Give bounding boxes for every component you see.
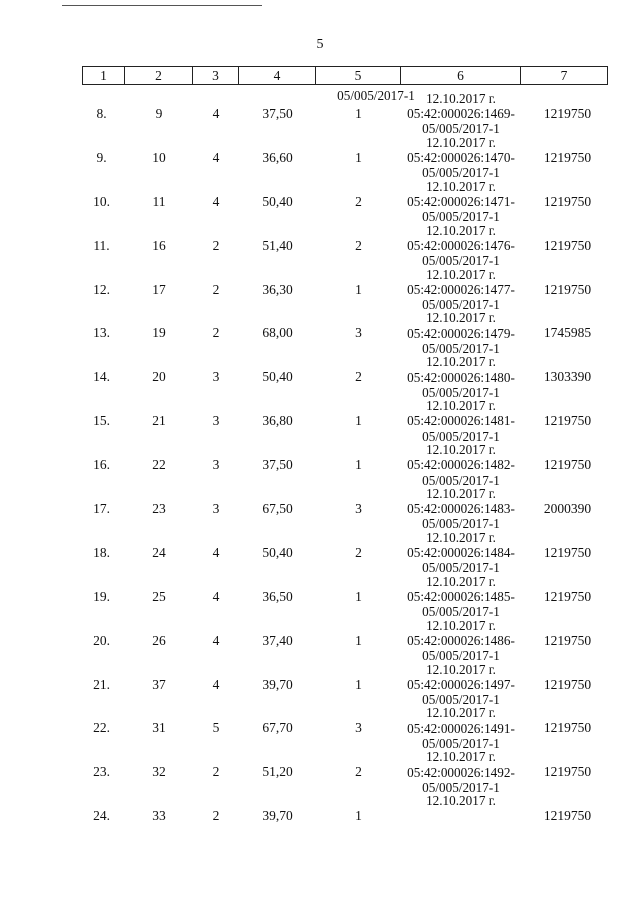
row-number: 17. — [93, 501, 110, 517]
value: 1219750 — [543, 193, 592, 209]
registration-info — [401, 568, 521, 620]
value: 1219750 — [543, 632, 592, 648]
registration-num: 05:42:000026:1492- — [407, 764, 515, 780]
registration-num: 05:42:000026:1477- — [407, 281, 515, 297]
apartment-number: 21 — [152, 413, 166, 429]
table-row — [82, 699, 608, 751]
apartment-number: 24 — [152, 544, 166, 560]
table-row — [82, 787, 608, 831]
registration-reg: 05/005/2017-1 — [422, 516, 500, 532]
table-row — [82, 436, 608, 488]
registration-reg: 05/005/2017-1 — [422, 121, 500, 137]
registration-date: 12.10.2017 г. — [426, 486, 496, 502]
registration-info — [401, 173, 521, 225]
table-row — [82, 392, 608, 444]
registration-info — [401, 217, 521, 269]
registration-num: 05:42:000026:1486- — [407, 632, 515, 648]
table-row — [82, 217, 608, 269]
table-row — [82, 656, 608, 707]
row-number: 19. — [93, 588, 110, 604]
registration-info — [401, 480, 521, 532]
floor: 3 — [212, 501, 220, 517]
registration-info — [401, 612, 521, 664]
registration-info — [401, 392, 521, 444]
rooms: 3 — [355, 501, 362, 517]
registration-date: 12.10.2017 г. — [426, 310, 496, 326]
registration-num: 05:42:000026:1471- — [407, 193, 515, 209]
rooms: 2 — [355, 237, 362, 253]
apartment-number: 31 — [152, 720, 166, 736]
value: 1219750 — [543, 588, 592, 604]
registration-reg: 05/005/2017-1 — [422, 384, 500, 400]
apartment-number: 33 — [152, 808, 166, 824]
apartment-number: 17 — [152, 281, 166, 297]
floor: 4 — [212, 106, 220, 121]
registration-reg: 05/005/2017-1 — [422, 472, 500, 488]
registration-reg: 05/005/2017-1 — [422, 296, 500, 312]
registration-date: 12.10.2017 г. — [426, 134, 496, 150]
value: 1303390 — [543, 369, 592, 385]
registration-reg: 05/005/2017-1 — [422, 560, 500, 576]
floor: 2 — [212, 764, 220, 780]
row-number: 12. — [93, 281, 110, 297]
header-col-5: 5 — [316, 67, 401, 84]
value: 1219750 — [543, 237, 592, 253]
rooms: 1 — [355, 281, 362, 297]
rooms: 1 — [355, 413, 362, 429]
table-row — [82, 524, 608, 576]
data-table — [82, 66, 608, 831]
apartment-number: 10 — [152, 149, 166, 165]
rooms: 1 — [355, 106, 362, 121]
area: 36,80 — [262, 413, 293, 429]
rooms: 1 — [355, 676, 362, 692]
registration-num: 05:42:000026:1479- — [407, 325, 515, 341]
registration-date: 12.10.2017 г. — [426, 222, 496, 238]
value: 1219750 — [543, 281, 592, 297]
table-body — [82, 85, 608, 831]
header-col-7: 7 — [521, 67, 608, 84]
area: 36,30 — [262, 281, 293, 297]
registration-date: 12.10.2017 г. — [426, 661, 496, 677]
registration-reg: 05/005/2017-1 — [422, 340, 500, 356]
rooms: 1 — [355, 149, 362, 165]
floor: 5 — [212, 720, 220, 736]
apartment-number: 26 — [152, 632, 166, 648]
table-row — [82, 612, 608, 664]
table-row — [82, 348, 608, 400]
row-number: 15. — [93, 413, 110, 429]
floor: 4 — [212, 544, 220, 560]
table-row — [82, 261, 608, 312]
area: 36,50 — [262, 588, 293, 604]
registration-num: 05:42:000026:1485- — [407, 589, 515, 604]
registration-num: 05:42:000026:1476- — [407, 237, 515, 253]
rooms: 1 — [355, 588, 362, 604]
header-col-4: 4 — [239, 67, 316, 84]
row-number: 24. — [93, 808, 110, 824]
value: 1745985 — [543, 325, 592, 341]
registration-num: 05:42:000026:1470- — [407, 150, 515, 166]
registration-date: 12.10.2017 г. — [426, 617, 496, 633]
row-number: 22. — [93, 720, 110, 736]
registration-info — [401, 524, 521, 576]
row-number: 20. — [93, 632, 110, 648]
value: 1219750 — [543, 764, 592, 780]
registration-info — [401, 656, 521, 707]
rooms: 3 — [355, 325, 362, 341]
floor: 4 — [212, 193, 220, 209]
row-number: 11. — [93, 237, 110, 253]
floor: 2 — [212, 237, 220, 253]
registration-info — [401, 304, 521, 356]
apartment-number: 16 — [152, 237, 166, 253]
rooms: 2 — [355, 193, 362, 209]
value: 1219750 — [543, 413, 592, 429]
row-number: 13. — [93, 325, 110, 341]
registration-num: 05:42:000026:1497- — [407, 676, 515, 692]
header-col-3: 3 — [193, 67, 239, 84]
registration-num: 05:42:000026:1480- — [407, 369, 515, 385]
value: 1219750 — [543, 720, 592, 736]
apartment-number: 32 — [152, 764, 166, 780]
registration-num: 05:42:000026:1481- — [407, 413, 515, 429]
area: 68,00 — [262, 325, 293, 341]
rooms: 1 — [355, 808, 362, 824]
registration-date: 12.10.2017 г. — [426, 749, 496, 765]
registration-date: 12.10.2017 г. — [426, 705, 496, 721]
value: 1219750 — [543, 106, 592, 121]
apartment-number: 9 — [155, 106, 163, 121]
value: 1219750 — [543, 149, 592, 165]
rooms: 3 — [355, 720, 362, 736]
table-row — [82, 568, 608, 620]
area: 51,40 — [262, 237, 293, 253]
area: 50,40 — [262, 193, 293, 209]
registration-info — [401, 129, 521, 181]
row-number: 18. — [93, 544, 110, 560]
registration-num: 05:42:000026:1491- — [407, 720, 515, 736]
floor: 4 — [212, 149, 220, 165]
rooms: 2 — [355, 369, 362, 385]
table-row — [82, 743, 608, 795]
table-header — [82, 66, 608, 85]
floor: 4 — [212, 676, 220, 692]
registration-info — [401, 261, 521, 312]
area: 51,20 — [262, 764, 293, 780]
row-number: 9. — [96, 149, 107, 165]
registration-date: 12.10.2017 г. — [426, 529, 496, 545]
apartment-number: 19 — [152, 325, 166, 341]
registration-info — [401, 348, 521, 400]
registration-date: 12.10.2017 г. — [426, 266, 496, 282]
area: 50,40 — [262, 544, 293, 560]
floor: 2 — [212, 808, 220, 824]
floor: 3 — [212, 413, 220, 429]
registration-reg: 05/005/2017-1 — [422, 604, 500, 620]
registration-date: 12.10.2017 г. — [426, 178, 496, 194]
row-number: 14. — [93, 369, 110, 385]
value: 1219750 — [543, 808, 592, 824]
page-number: 5 — [316, 37, 324, 52]
table-row — [82, 129, 608, 181]
apartment-number: 11 — [152, 193, 166, 209]
registration-date: 12.10.2017 г. — [426, 573, 496, 589]
header-col-6: 6 — [401, 67, 521, 84]
registration-reg: 05/005/2017-1 — [422, 779, 500, 795]
row-number: 23. — [93, 764, 110, 780]
registration-reg: 05/005/2017-1 — [422, 253, 500, 269]
apartment-number: 20 — [152, 369, 166, 385]
floor: 4 — [212, 588, 220, 604]
registration-date: 12.10.2017 г. — [426, 398, 496, 414]
registration-info — [401, 743, 521, 795]
area: 39,70 — [262, 808, 293, 824]
floor: 3 — [212, 369, 220, 385]
value: 2000390 — [543, 501, 592, 517]
area: 37,50 — [262, 457, 293, 473]
leading-registration-line: 05/005/2017-1 — [337, 88, 415, 103]
apartment-number: 22 — [152, 457, 166, 473]
registration-reg: 05/005/2017-1 — [422, 735, 500, 751]
registration-info — [401, 699, 521, 751]
area: 50,40 — [262, 369, 293, 385]
floor: 2 — [212, 325, 220, 341]
row-number: 8. — [96, 106, 107, 121]
floor: 3 — [212, 457, 220, 473]
area: 36,60 — [262, 149, 293, 165]
registration-info — [401, 436, 521, 488]
row-number: 10. — [93, 193, 110, 209]
registration-date: 12.10.2017 г. — [426, 354, 496, 370]
registration-date: 12.10.2017 г. — [426, 793, 496, 809]
registration-num: 05:42:000026:1484- — [407, 545, 515, 561]
value: 1219750 — [543, 544, 592, 560]
registration-date: 12.10.2017 г. — [426, 91, 496, 106]
rooms: 2 — [355, 544, 362, 560]
rooms: 1 — [355, 457, 362, 473]
floor: 4 — [212, 632, 220, 648]
floor: 2 — [212, 281, 220, 297]
area: 37,40 — [262, 632, 293, 648]
registration-reg: 05/005/2017-1 — [422, 428, 500, 444]
row-number: 21. — [93, 676, 110, 692]
rooms: 2 — [355, 764, 362, 780]
area: 37,50 — [262, 106, 293, 121]
header-col-1: 1 — [82, 67, 125, 84]
value: 1219750 — [543, 457, 592, 473]
rooms: 1 — [355, 632, 362, 648]
apartment-number: 25 — [152, 588, 166, 604]
registration-num: 05:42:000026:1483- — [407, 501, 515, 517]
registration-info — [401, 787, 521, 831]
top-rule — [62, 5, 262, 6]
registration-num: 05:42:000026:1469- — [407, 106, 515, 122]
registration-reg: 05/005/2017-1 — [422, 648, 500, 664]
apartment-number: 37 — [152, 676, 166, 692]
registration-reg: 05/005/2017-1 — [422, 209, 500, 225]
area: 39,70 — [262, 676, 293, 692]
registration-reg: 05/005/2017-1 — [422, 691, 500, 707]
table-row — [82, 304, 608, 356]
area: 67,70 — [262, 720, 293, 736]
registration-reg: 05/005/2017-1 — [422, 165, 500, 181]
row-number: 16. — [93, 457, 110, 473]
apartment-number: 23 — [152, 501, 166, 517]
table-row — [82, 173, 608, 225]
registration-date: 12.10.2017 г. — [426, 442, 496, 458]
value: 1219750 — [543, 676, 592, 692]
table-row — [82, 480, 608, 532]
registration-num: 05:42:000026:1482- — [407, 457, 515, 473]
header-col-2: 2 — [125, 67, 193, 84]
area: 67,50 — [262, 501, 293, 517]
